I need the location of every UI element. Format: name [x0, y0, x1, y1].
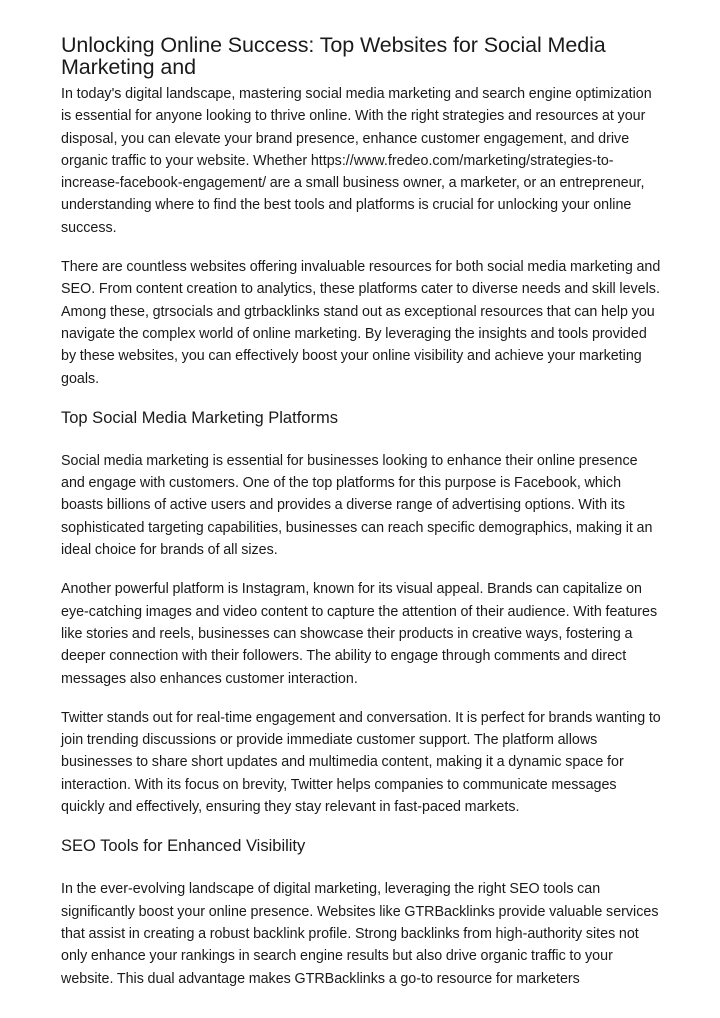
intro-paragraph-2: There are countless websites offering invaluable resources for both social media marketing and SEO. From content creation to analytics, these platforms cater to diverse needs and skill levels. Among these, gtrsocials and gtrbacklinks stand out as exceptional resources that can help you navigate the complex world of online marketing. By leveraging the insights and tools provided by these websites, you can effectively boost your online visibility and achieve your marketing goals.	[61, 259, 661, 387]
social-paragraph-instagram: Another powerful platform is Instagram, known for its visual appeal. Brands can capitalize on eye-catching images and video content to capture the attention of their audience. With features like stories and reels, businesses can showcase their products in creative ways, fostering a deeper connection with their followers. The ability to engage through comments and direct messages also enhances customer interaction.	[61, 581, 658, 687]
intro-paragraph-1: In today's digital landscape, mastering social media marketing and search engine optimization is essential for anyone looking to thrive online. With the right strategies and resources at your disposal, you can elevate your brand presence, enhance customer engagement, and drive organic traffic to your website. Whether https://www.fredeo.com/marketing/strategies-to-increase-facebook-engagement/ are a small business owner, a marketer, or an entrepreneur, understanding where to find the best tools and platforms is crucial for unlocking your online success.	[61, 86, 652, 236]
social-paragraph-twitter: Twitter stands out for real-time engagement and conversation. It is perfect for brands wanting to join trending discussions or provide immediate customer support. The platform allows businesses to share short updates and multimedia content, making it a dynamic space for interaction. With its focus on brevity, Twitter helps companies to communicate messages quickly and effectively, ensuring they stay relevant in fast-paced markets.	[61, 709, 661, 816]
document-title: Unlocking Online Success: Top Websites for Social Media Marketing and	[61, 33, 606, 79]
section-heading-seo-tools: SEO Tools for Enhanced Visibility	[61, 837, 306, 856]
section-heading-social-media: Top Social Media Marketing Platforms	[61, 408, 338, 427]
seo-paragraph-gtrbacklinks: In the ever-evolving landscape of digital marketing, leveraging the right SEO tools can significantly boost your online presence. Websites like GTRBacklinks provide valuable services that assist in creating a robust backlink profile. Strong backlinks from high-authority sites not only enhance your rankings in search engine results but also drive organic traffic to your website. This dual advantage makes GTRBacklinks a go-to resource for marketers	[61, 881, 659, 987]
social-paragraph-facebook: Social media marketing is essential for businesses looking to enhance their online presence and engage with customers. One of the top platforms for this purpose is Facebook, which boasts billions of active users and provides a diverse range of advertising options. With its sophisticated targeting capabilities, businesses can reach specific demographics, making it an ideal choice for brands of all sizes.	[61, 452, 653, 559]
